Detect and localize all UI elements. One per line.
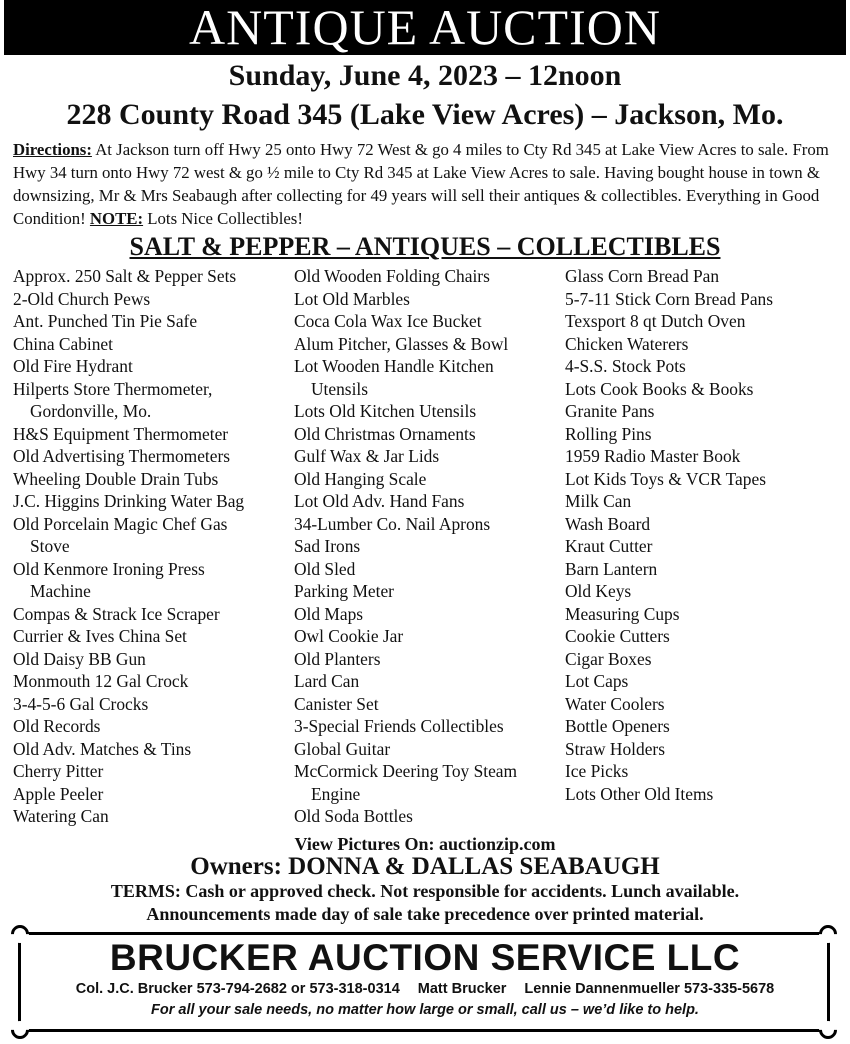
list-item [565, 423, 773, 446]
list-item [565, 355, 773, 378]
item-text: Lot Old Adv. Hand Fans [294, 491, 465, 511]
list-item [13, 310, 244, 333]
note-label: NOTE: [89, 209, 144, 228]
item-text: 34-Lumber Co. Nail Aprons [294, 513, 491, 534]
list-item [294, 513, 517, 536]
item-text: Old Planters [294, 648, 381, 669]
list-item [294, 558, 517, 581]
list-item [294, 580, 517, 603]
list-item [294, 693, 517, 716]
list-item [565, 490, 773, 513]
list-item [565, 558, 773, 581]
list-item [565, 715, 773, 738]
list-item [565, 603, 773, 626]
list-item [565, 265, 773, 288]
list-item [13, 670, 244, 693]
directions-text: At Jackson turn off Hwy 25 onto Hwy 72 West & go 4 miles to Cty Rd 345 at Lake View Acres to sale. From Hwy 34 turn onto Hwy 72 west & go ½ mile to Cty Rd 345 at Lake View Acres to sale. Having bought house in town & downsizing, Mr & Mrs Seabaugh after collecting for 49 years will sell their antiques & collectibles. Everything in Good Condition! [13, 140, 829, 228]
item-text: Old Maps [294, 603, 364, 624]
list-item [565, 625, 773, 648]
list-item [13, 715, 244, 738]
list-item [294, 355, 517, 400]
item-text-continued: Machine [30, 581, 91, 601]
item-text: Old Keys [565, 581, 632, 601]
terms-line: TERMS: Cash or approved check. Not responsible for accidents. Lunch available. [110, 881, 740, 901]
item-text: Lot Caps [565, 671, 629, 691]
item-text: Measuring Cups [565, 603, 680, 624]
list-item [294, 468, 517, 491]
list-item [565, 738, 773, 761]
list-item [13, 490, 244, 513]
list-item [13, 423, 244, 446]
list-item [565, 310, 773, 333]
item-text: Global Guitar [294, 738, 391, 759]
item-text: 4-S.S. Stock Pots [565, 356, 686, 376]
item-text: Granite Pans [565, 401, 655, 421]
tagline: For all your sale needs, no matter how large or small, call us – we’d like to help. [151, 1002, 699, 1018]
list-item [565, 693, 773, 716]
terms-block [0, 880, 850, 926]
directions-paragraph [13, 138, 839, 230]
item-text: Old Records [13, 716, 101, 736]
list-item [565, 648, 773, 671]
item-text: Glass Corn Bread Pan [565, 266, 720, 286]
item-text: Old Daisy BB Gun [13, 648, 146, 669]
item-text: Lots Cook Books & Books [565, 378, 754, 399]
item-text: Wash Board [565, 513, 651, 534]
owners-line: Owners: DONNA & DALLAS SEABAUGH [190, 853, 660, 880]
list-item [13, 333, 244, 356]
item-text: Watering Can [13, 806, 109, 826]
list-item [13, 445, 244, 468]
item-text: Hilperts Store Thermometer, [13, 378, 213, 399]
list-item [294, 310, 517, 333]
list-item [565, 760, 773, 783]
list-item [565, 288, 773, 311]
item-text: Kraut Cutter [565, 536, 653, 556]
list-item [13, 693, 244, 716]
item-text: Old Christmas Ornaments [294, 423, 476, 444]
item-text: Old Porcelain Magic Chef Gas [13, 513, 228, 534]
note-text: Lots Nice Collectibles! [143, 209, 303, 228]
item-text: Lots Other Old Items [565, 783, 714, 804]
item-text: Cigar Boxes [565, 648, 652, 669]
item-text: Canister Set [294, 693, 379, 714]
announcements-line: Announcements made day of sale take precedence over printed material. [146, 904, 704, 924]
frame-corner [7, 1017, 32, 1042]
item-text: Lots Old Kitchen Utensils [294, 401, 477, 421]
list-item [294, 738, 517, 761]
list-item [13, 355, 244, 378]
list-item [13, 760, 244, 783]
item-text: Lot Wooden Handle Kitchen [294, 356, 494, 376]
item-text: Barn Lantern [565, 558, 658, 579]
list-item [13, 783, 244, 806]
item-text: Straw Holders [565, 738, 665, 759]
list-item [13, 805, 244, 828]
section-title: SALT & PEPPER – ANTIQUES – COLLECTIBLES [129, 232, 721, 261]
item-text: Gulf Wax & Jar Lids [294, 446, 440, 466]
list-item [294, 670, 517, 693]
item-text: Old Fire Hydrant [13, 356, 133, 376]
item-text: Cherry Pitter [13, 761, 104, 781]
item-text: Old Sled [294, 558, 356, 579]
item-text: Owl Cookie Jar [294, 626, 404, 646]
item-text: Old Hanging Scale [294, 468, 427, 489]
list-item [13, 558, 244, 603]
company-name: BRUCKER AUCTION SERVICE LLC [109, 937, 741, 978]
item-text: Sad Irons [294, 536, 361, 556]
items-column-2 [294, 265, 517, 828]
contact-jc-brucker: Col. J.C. Brucker 573-794-2682 or 573-318-0314 [75, 981, 400, 997]
list-item [565, 378, 773, 401]
item-text: Approx. 250 Salt & Pepper Sets [13, 266, 237, 286]
item-text: J.C. Higgins Drinking Water Bag [13, 491, 245, 511]
item-text: Old Adv. Matches & Tins [13, 738, 192, 759]
view-pictures-line: View Pictures On: auctionzip.com [294, 834, 556, 854]
item-text-continued: Engine [311, 783, 361, 804]
item-text: Lard Can [294, 671, 360, 691]
item-text: Ant. Punched Tin Pie Safe [13, 311, 198, 331]
item-text: Wheeling Double Drain Tubs [13, 468, 219, 489]
list-item [565, 468, 773, 491]
item-text: Cookie Cutters [565, 626, 670, 646]
item-text: Old Advertising Thermometers [13, 446, 231, 466]
list-item [565, 445, 773, 468]
item-text: Milk Can [565, 491, 632, 511]
list-item [294, 445, 517, 468]
item-text: 2-Old Church Pews [13, 288, 151, 309]
item-text: Coca Cola Wax Ice Bucket [294, 311, 482, 331]
list-item [565, 400, 773, 423]
list-item [294, 603, 517, 626]
list-item [565, 670, 773, 693]
list-item [13, 378, 244, 423]
list-item [294, 400, 517, 423]
item-text: 5-7-11 Stick Corn Bread Pans [565, 288, 774, 309]
list-item [294, 265, 517, 288]
item-text: Old Soda Bottles [294, 806, 413, 826]
list-item [294, 625, 517, 648]
list-item [294, 535, 517, 558]
page-title: ANTIQUE AUCTION [4, 0, 846, 55]
list-item [294, 648, 517, 671]
item-text: Currier & Ives China Set [13, 626, 187, 646]
list-item [565, 513, 773, 536]
item-text: 1959 Radio Master Book [565, 446, 741, 466]
list-item [294, 288, 517, 311]
item-text-continued: Gordonville, Mo. [30, 401, 152, 421]
items-column-1 [13, 265, 244, 828]
item-text: Parking Meter [294, 581, 394, 601]
item-text: Old Wooden Folding Chairs [294, 266, 490, 286]
list-item [294, 760, 517, 805]
item-text: Chicken Waterers [565, 333, 689, 354]
item-text-continued: Stove [30, 536, 70, 556]
item-text: Bottle Openers [565, 716, 670, 736]
auction-address: 228 County Road 345 (Lake View Acres) – Jackson, Mo. [66, 98, 784, 131]
list-item [13, 513, 244, 558]
list-item [294, 715, 517, 738]
list-item [565, 580, 773, 603]
item-text: Water Coolers [565, 693, 665, 714]
contact-matt-brucker: Matt Brucker [417, 981, 507, 997]
item-text: McCormick Deering Toy Steam [294, 761, 518, 781]
item-text: 3-Special Friends Collectibles [294, 716, 504, 736]
item-text: Old Kenmore Ironing Press [13, 558, 205, 579]
list-item [294, 423, 517, 446]
items-column-3 [565, 265, 773, 805]
item-text: Monmouth 12 Gal Crock [13, 671, 189, 691]
item-text: Compas & Strack Ice Scraper [13, 603, 220, 624]
list-item [294, 333, 517, 356]
auction-date: Sunday, June 4, 2023 – 12noon [228, 59, 622, 92]
list-item [294, 490, 517, 513]
list-item [13, 603, 244, 626]
item-text: Ice Picks [565, 761, 629, 781]
item-text: Alum Pitcher, Glasses & Bowl [294, 333, 509, 354]
item-text: Rolling Pins [565, 423, 652, 444]
item-text: Apple Peeler [13, 783, 104, 804]
list-item [13, 288, 244, 311]
list-item [13, 265, 244, 288]
item-text: Texsport 8 qt Dutch Oven [565, 311, 746, 331]
list-item [565, 333, 773, 356]
list-item [13, 625, 244, 648]
item-text: China Cabinet [13, 333, 113, 354]
item-text: Lot Kids Toys & VCR Tapes [565, 468, 766, 489]
list-item [13, 738, 244, 761]
contacts-line [0, 980, 850, 999]
list-item [565, 535, 773, 558]
item-text: H&S Equipment Thermometer [13, 423, 229, 444]
list-item [13, 648, 244, 671]
frame-corner [815, 1017, 840, 1042]
contact-lennie-dannenmueller: Lennie Dannenmueller 573-335-5678 [524, 981, 775, 997]
item-text: Lot Old Marbles [294, 288, 410, 309]
item-text-continued: Utensils [311, 378, 369, 399]
list-item [565, 783, 773, 806]
list-item [13, 468, 244, 491]
directions-label: Directions: [13, 140, 92, 159]
item-text: 3-4-5-6 Gal Crocks [13, 693, 149, 714]
list-item [294, 805, 517, 828]
